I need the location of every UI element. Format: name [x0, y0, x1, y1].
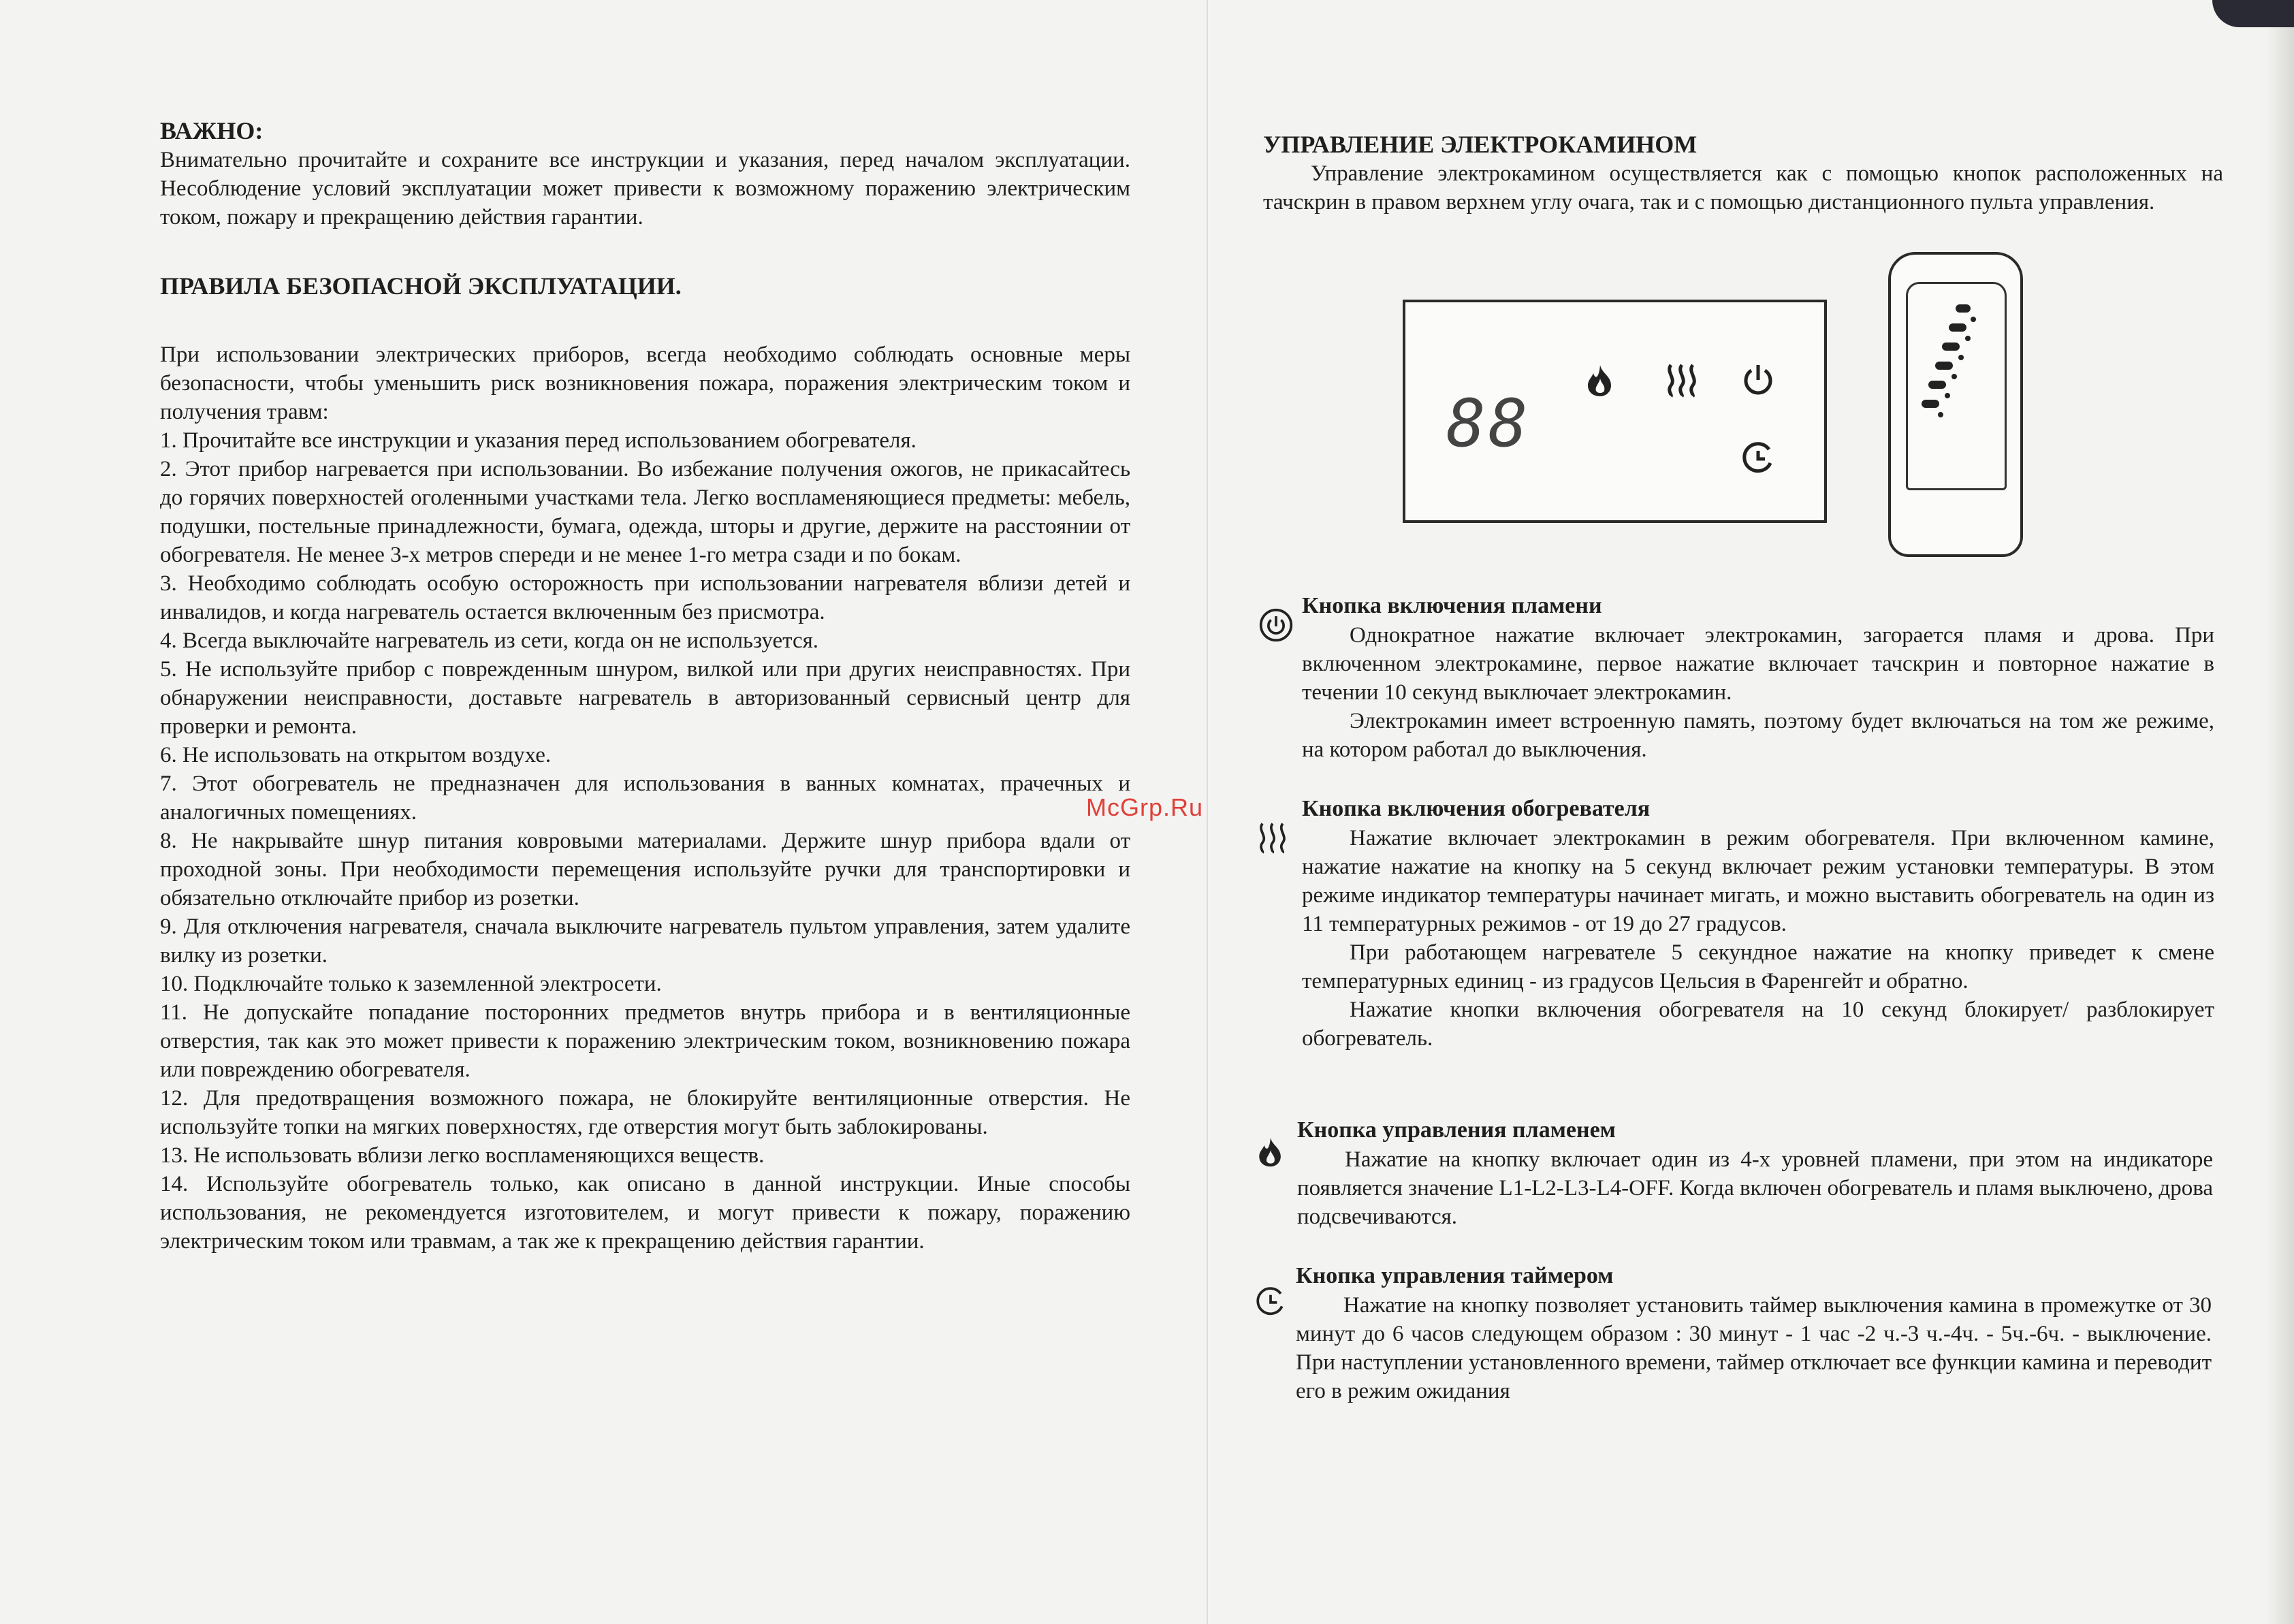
rule-item: 5. Не используйте прибор с поврежденным шнуром, вилкой или при других неисправностях. При обнаружении неисправности, доставьте нагреватель в авторизованный сервисный центр для проверки и ремонта. — [160, 657, 1130, 739]
rule-item: 3. Необходимо соблюдать особую осторожность при использовании нагревателя вблизи детей и инвалидов, и когда нагреватель остается включенным без присмотра. — [160, 571, 1130, 624]
section-flame-control — [1297, 1115, 2213, 1231]
remote-buttons-icon — [1908, 284, 2005, 488]
rules-list — [160, 426, 1130, 1256]
timer-icon — [1253, 1284, 1288, 1319]
rule-item: 4. Всегда выключайте нагреватель из сети, когда он не используется. — [160, 628, 819, 653]
remote-inner-panel — [1906, 282, 2007, 490]
page-edge — [2267, 0, 2294, 1624]
section-title: Кнопка включения обогревателя — [1302, 796, 1651, 821]
touchscreen-panel — [1403, 300, 1827, 523]
section-heater — [1302, 794, 2214, 1053]
left-column — [160, 116, 1130, 1256]
rule-item: 10. Подключайте только к заземленной электросети. — [160, 972, 662, 996]
section-title: Кнопка управления таймером — [1296, 1263, 1614, 1288]
section-paragraph: Нажатие кнопки включения обогревателя на 10 секунд блокирует/ разблокирует обогреватель. — [1302, 998, 2214, 1051]
flame-icon — [1581, 361, 1619, 399]
section-paragraph: Однократное нажатие включает электрокамин, загорается пламя и дрова. При включенном электрокамине, первое нажатие включает тачскрин и повторное нажатие в течении 10 секунд выключает электрокамин. — [1302, 623, 2214, 705]
control-title: УПРАВЛЕНИЕ ЭЛЕКТРОКАМИНОМ — [1263, 131, 1698, 158]
page-fold — [1207, 0, 1208, 1624]
rule-item: 1. Прочитайте все инструкции и указания перед использованием обогревателя. — [160, 428, 917, 453]
important-text: Внимательно прочитайте и сохраните все инструкции и указания, перед началом эксплуатации. Несоблюдение условий эксплуатации может привести к возможному поражению электрическим током, пожару и прекращению действия гарантии. — [160, 148, 1130, 229]
rule-item: 14. Используйте обогреватель только, как описано в данной инструкции. Иные способы использования, не рекомендуется изготовителем, и могут привести к пожару, поражению электрическим током или травмам, а так же к прекращению действия гарантии. — [160, 1172, 1130, 1254]
section-title: Кнопка включения пламени — [1302, 593, 1602, 618]
control-text: Управление электрокамином осуществляется как с помощью кнопок расположенных на тачскрин в правом верхнем углу очага, так и с помощью дистанционного пульта управления. — [1263, 161, 2223, 214]
power-icon — [1739, 361, 1777, 399]
section-paragraph: Электрокамин имеет встроенную память, поэтому будет включаться на том же режиме, на котором работал до выключения. — [1302, 709, 2214, 762]
safety-title: ПРАВИЛА БЕЗОПАСНОЙ ЭКСПЛУАТАЦИИ. — [160, 272, 682, 300]
rule-item: 12. Для предотвращения возможного пожара, не блокируйте вентиляционные отверстия. Не используйте топки на мягких поверхностях, где отверстия могут быть заблокированы. — [160, 1086, 1130, 1139]
safety-intro: При использовании электрических приборов, всегда необходимо соблюдать основные меры безопасности, чтобы уменьшить риск возникновения пожара, поражения электрическим током и получения травм: — [160, 343, 1130, 424]
timer-icon — [1739, 439, 1777, 477]
section-paragraph: При работающем нагревателе 5 секундное нажатие на кнопку приведет к смене температурных единиц - из градусов Цельсия в Фаренгейт и обратно. — [1302, 940, 2214, 993]
rule-item: 9. Для отключения нагревателя, сначала выключите нагреватель пультом управления, затем удалите вилку из розетки. — [160, 914, 1130, 968]
remote-control — [1888, 252, 2023, 557]
section-flame-power — [1302, 591, 2214, 764]
section-paragraph: Нажатие на кнопку включает один из 4-х уровней пламени, при этом на индикаторе появляется значение L1-L2-L3-L4-OFF. Когда включен обогреватель и пламя выключено, дрова подсвечиваются. — [1297, 1147, 2213, 1229]
temperature-display: 88 — [1446, 385, 1531, 462]
heater-icon — [1255, 820, 1290, 855]
section-title: Кнопка управления пламенем — [1297, 1117, 1616, 1143]
heater-icon — [1663, 361, 1701, 399]
flame-icon — [1253, 1134, 1288, 1169]
section-paragraph: Нажатие включает электрокамин в режим обогревателя. При включенном камине, нажатие нажатие на кнопку на 5 секунд включает режим установки температуры. В этом режиме индикатор температуры начинает мигать, и можно выставить обогреватель на один из 11 температурных режимов - от 19 до 27 градусов. — [1302, 826, 2214, 936]
section-paragraph: Нажатие на кнопку позволяет установить таймер выключения камина в промежутке от 30 минут до 6 часов следующем образом : 30 минут - 1 час -2 ч.-3 ч.-4ч. - 5ч.-6ч. - выключение. При наступлении установленного времени, таймер отключает все функции камина и переводит его в режим ожидания — [1296, 1293, 2212, 1403]
rule-item: 6. Не использовать на открытом воздухе. — [160, 743, 552, 767]
watermark: McGrp.Ru — [1086, 793, 1204, 821]
rule-item: 7. Этот обогреватель не предназначен для использования в ванных комнатах, прачечных и аналогичных помещениях. — [160, 771, 1130, 825]
important-title: ВАЖНО: — [160, 117, 264, 144]
rule-item: 2. Этот прибор нагревается при использовании. Во избежание получения ожогов, не прикасайтесь до горячих поверхностей оголенными участками тела. Легко воспламеняющиеся предметы: мебель, подушки, постельные принадлежности, бумага, одежда, шторы и другие, держите на расстоянии от обогревателя. Не менее 3-х метров спереди и не менее 1-го метра сзади и по бокам. — [160, 457, 1130, 567]
power-icon — [1258, 607, 1294, 643]
section-timer — [1296, 1261, 2212, 1405]
page-corner — [2212, 0, 2294, 27]
rule-item: 11. Не допускайте попадание посторонних предметов внутрь прибора и в вентиляционные отверстия, так как это может привести к поражению электрическим током, возникновению пожара или повреждению обогревателя. — [160, 1000, 1130, 1082]
rule-item: 13. Не использовать вблизи легко воспламеняющихся веществ. — [160, 1143, 765, 1168]
rule-item: 8. Не накрывайте шнур питания ковровыми материалами. Держите шнур прибора вдали от проходной зоны. При необходимости перемещения используйте ручки для транспортировки и обязательно отключайте прибор из розетки. — [160, 829, 1130, 910]
right-column — [1263, 129, 2223, 217]
